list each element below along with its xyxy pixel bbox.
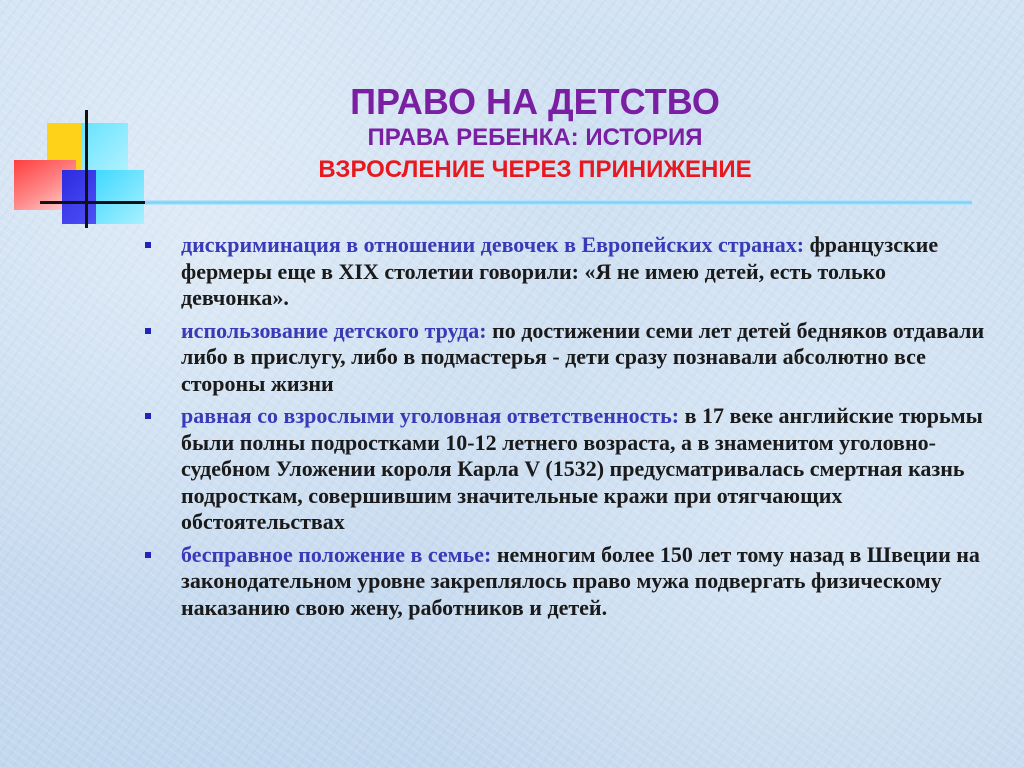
bullet-lead: равная со взрослыми уголовная ответственность:: [181, 403, 680, 428]
title-block: [200, 82, 940, 186]
slide-subtitle: ПРАВА РЕБЕНКА: ИСТОРИЯ: [367, 124, 703, 151]
slide-subtitle-red: ВЗРОСЛЕНИЕ ЧЕРЕЗ ПРИНИЖЕНИЕ: [318, 156, 752, 183]
bullet-item-criminal-liability: [145, 403, 995, 536]
bullet-lead: бесправное положение в семье:: [181, 541, 492, 567]
bullet-lead: дискриминация в отношении девочек в Европейских странах:: [181, 232, 805, 257]
bullet-item-discrimination: [145, 232, 995, 312]
bullet-text: в 17 веке английские тюрьмы были полны подростками 10-12 летнего возраста, а в знаменитом уголовно-судебном Уложении короля Карла V (1532) предусматривалась смертная казнь подросткам, совершившим значительные кражи при отягчающих обстоятельствах: [181, 403, 983, 534]
decor-vertical-black-line: [85, 110, 88, 228]
bullet-text: по достижении семи лет детей бедняков отдавали либо в прислугу, либо в подмастерья - дети сразу познавали абсолютно все стороны жизни: [181, 317, 985, 396]
bullet-text: немногим более 150 лет тому назад в Швеции на законодательном уровне закреплялось право мужа подвергать физическому наказанию свою жену, работников и детей.: [181, 541, 980, 620]
square-bullet-icon: [145, 552, 151, 558]
bullet-item-family-status: [145, 542, 995, 622]
title-divider-line: [145, 200, 972, 205]
decor-horizontal-black-line: [40, 201, 145, 204]
square-bullet-icon: [145, 328, 151, 334]
bullet-list: [145, 232, 995, 627]
bullet-item-child-labor: [145, 318, 995, 398]
square-bullet-icon: [145, 242, 151, 248]
bullet-text: французские фермеры еще в XIX столетии говорили: «Я не имею детей, есть только девчонка».: [181, 232, 939, 310]
square-bullet-icon: [145, 413, 151, 419]
bullet-lead: использование детского труда:: [181, 317, 487, 343]
slide-title: ПРАВО НА ДЕТСТВО: [350, 81, 720, 122]
